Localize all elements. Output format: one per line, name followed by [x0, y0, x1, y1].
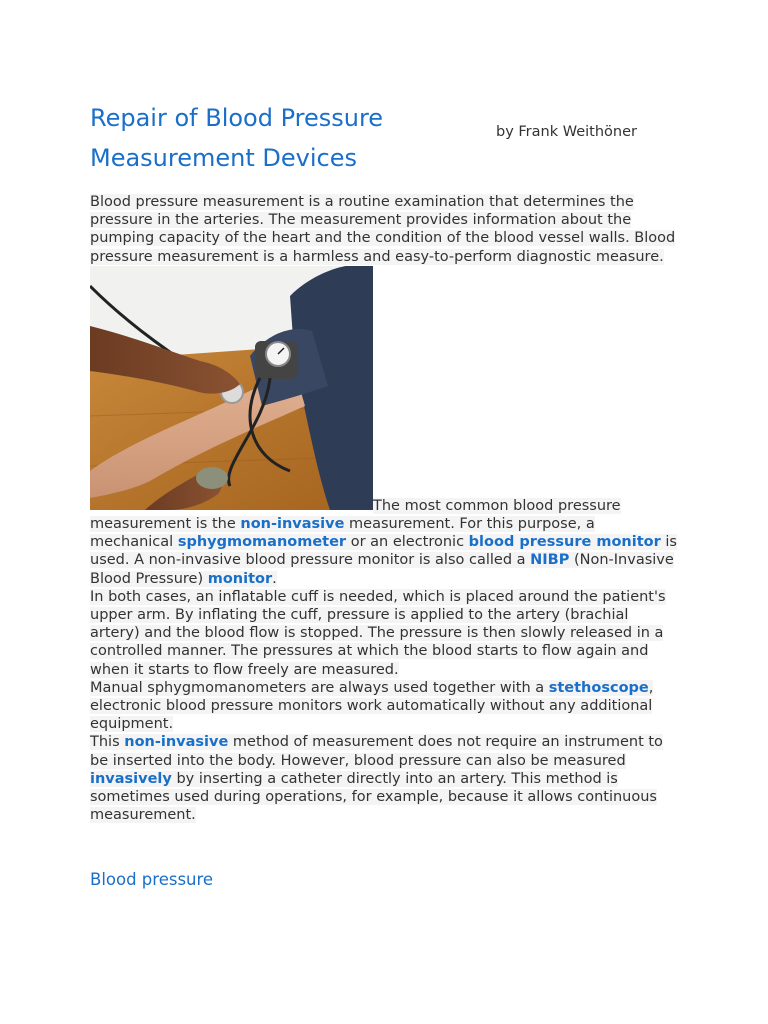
link-invasively[interactable]: invasively [90, 770, 172, 787]
document-page [90, 98, 690, 889]
link-nibp[interactable]: NIBP [530, 552, 570, 569]
document-header [90, 98, 690, 182]
p4-text-2: method of measurement does not require an instrument to be inserted into the body. However, blood pressure can also be measured [90, 734, 663, 769]
p4-text-1: This [90, 734, 125, 751]
p1-text-1: The most common blood pressure measurement is the [90, 497, 621, 533]
paragraph-3 [90, 680, 653, 732]
p4-text-3: by inserting a catheter directly into an artery. This method is sometimes used during operations, for example, because it allows continuous measurement. [90, 770, 657, 824]
link-monitor[interactable]: monitor [207, 570, 273, 587]
intro-paragraph: Blood pressure measurement is a routine examination that determines the pressure in the arteries. The measurement provides information about the pumping capacity of the heart and the condition of the blood vessel walls. Blood pressure measurement is a harmless and easy-to-perform diagnostic measure. [90, 194, 676, 265]
paragraph-4 [90, 734, 663, 823]
author-byline: by Frank Weithöner [496, 124, 637, 140]
link-non-invasive-2[interactable]: non-invasive [124, 734, 229, 751]
p3-text-2: , electronic blood pressure monitors work automatically without any additional equipment. [90, 679, 654, 733]
link-non-invasive[interactable]: non-invasive [240, 516, 345, 533]
page-title: Repair of Blood Pressure Measurement Devices [90, 104, 384, 172]
link-sphygmomanometer[interactable]: sphygmomanometer [177, 534, 347, 551]
p1-text-3: or an electronic [346, 534, 469, 551]
link-blood-pressure-monitor[interactable]: blood pressure monitor [468, 534, 661, 551]
section-heading-blood-pressure: Blood pressure [90, 870, 214, 890]
link-stethoscope[interactable]: stethoscope [548, 679, 649, 696]
paragraph-1 [90, 498, 677, 587]
p3-text-1: Manual sphygmomanometers are always used together with a [90, 679, 549, 696]
blood-pressure-photo [90, 266, 373, 510]
article-body [90, 193, 680, 824]
paragraph-2: In both cases, an inflatable cuff is needed, which is placed around the patient's upper arm. By inflating the cuff, pressure is applied to the artery (brachial artery) and the blood flow is stopped. The pressure is then slowly released in a controlled manner. The pressures at which the blood starts to flow again and when it starts to flow freely are measured. [90, 588, 666, 678]
p1-text-5: (Non-Invasive Blood Pressure) [90, 552, 674, 587]
p1-text-4: is used. A non-invasive blood pressure monitor is also called a [90, 534, 677, 569]
p1-text-2: measurement. For this purpose, a mechanical [90, 516, 595, 551]
inflation-bulb [196, 467, 228, 489]
p1-text-6: . [272, 570, 277, 587]
